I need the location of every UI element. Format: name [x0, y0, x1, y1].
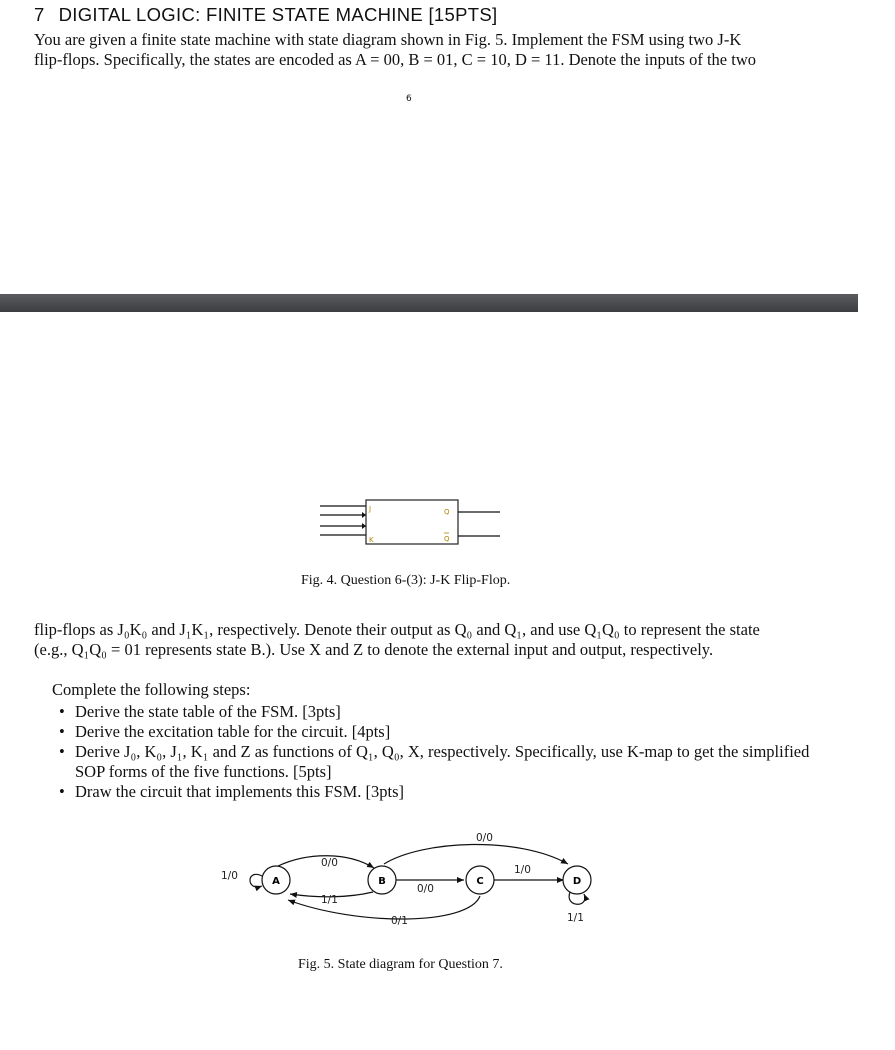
label-b-to-a: 1/1 [321, 894, 338, 906]
section-number: 7 [34, 4, 45, 25]
step-item: • Derive the state table of the FSM. [3pts] [75, 702, 822, 722]
page-break-bar [0, 294, 858, 312]
step-item: • Derive J₀, K₀, J₁, K₁ and Z as functions of Q₁, Q₀, X, respectively. Specifically, use K-map to get the simplified SOP forms of the five functions. [5pts] [75, 742, 822, 782]
pin-k-label: K [369, 536, 374, 544]
state-a: A [272, 876, 280, 887]
steps-list [52, 680, 822, 802]
step-item: • Derive the excitation table for the circuit. [4pts] [75, 722, 822, 742]
figure-4-caption: Fig. 4. Question 6-(3): J-K Flip-Flop. [301, 573, 511, 588]
intro-paragraph [34, 30, 834, 70]
intro-line-1: You are given a finite state machine with state diagram shown in Fig. 5. Implement the FSM using two J-K [34, 30, 742, 49]
section-title: DIGITAL LOGIC: FINITE STATE MACHINE [15PTS] [58, 4, 498, 25]
jk-flip-flop-diagram [318, 496, 508, 552]
pin-j-label: J [369, 505, 372, 513]
label-d-self: 1/1 [567, 912, 584, 924]
continuation-line-1: flip-flops as J₀K₀ and J₁K₁, respectively. Denote their output as Q₀ and Q₁, and use Q₁Q₀ to represent the state [34, 620, 760, 639]
label-c-to-d: 1/0 [514, 864, 531, 876]
intro-line-2: flip-flops. Specifically, the states are encoded as A = 00, B = 01, C = 10, D = 11. Denote the inputs of the two [34, 50, 756, 69]
pin-q-label: Q [444, 508, 450, 516]
continuation-line-2: (e.g., Q₁Q₀ = 01 represents state B.). Use X and Z to denote the external input and output, respectively. [34, 640, 714, 659]
label-b-to-c: 0/0 [417, 883, 434, 895]
fsm-state-diagram [218, 826, 598, 936]
state-d: D [572, 876, 582, 887]
step-item: • Draw the circuit that implements this FSM. [3pts] [75, 782, 822, 802]
label-c-to-a: 0/1 [391, 915, 408, 927]
continuation-paragraph [34, 620, 834, 660]
page-number: 6 [406, 94, 412, 104]
label-a-self: 1/0 [221, 870, 238, 882]
section-heading [34, 4, 497, 26]
figure-5-caption: Fig. 5. State diagram for Question 7. [298, 957, 503, 972]
pin-q-bar-label: Q [444, 535, 450, 543]
state-b: B [378, 876, 386, 887]
state-c: C [476, 876, 484, 887]
steps-intro: Complete the following steps: [52, 680, 251, 699]
label-b-to-d: 0/0 [476, 832, 493, 844]
label-a-to-b: 0/0 [321, 857, 338, 869]
